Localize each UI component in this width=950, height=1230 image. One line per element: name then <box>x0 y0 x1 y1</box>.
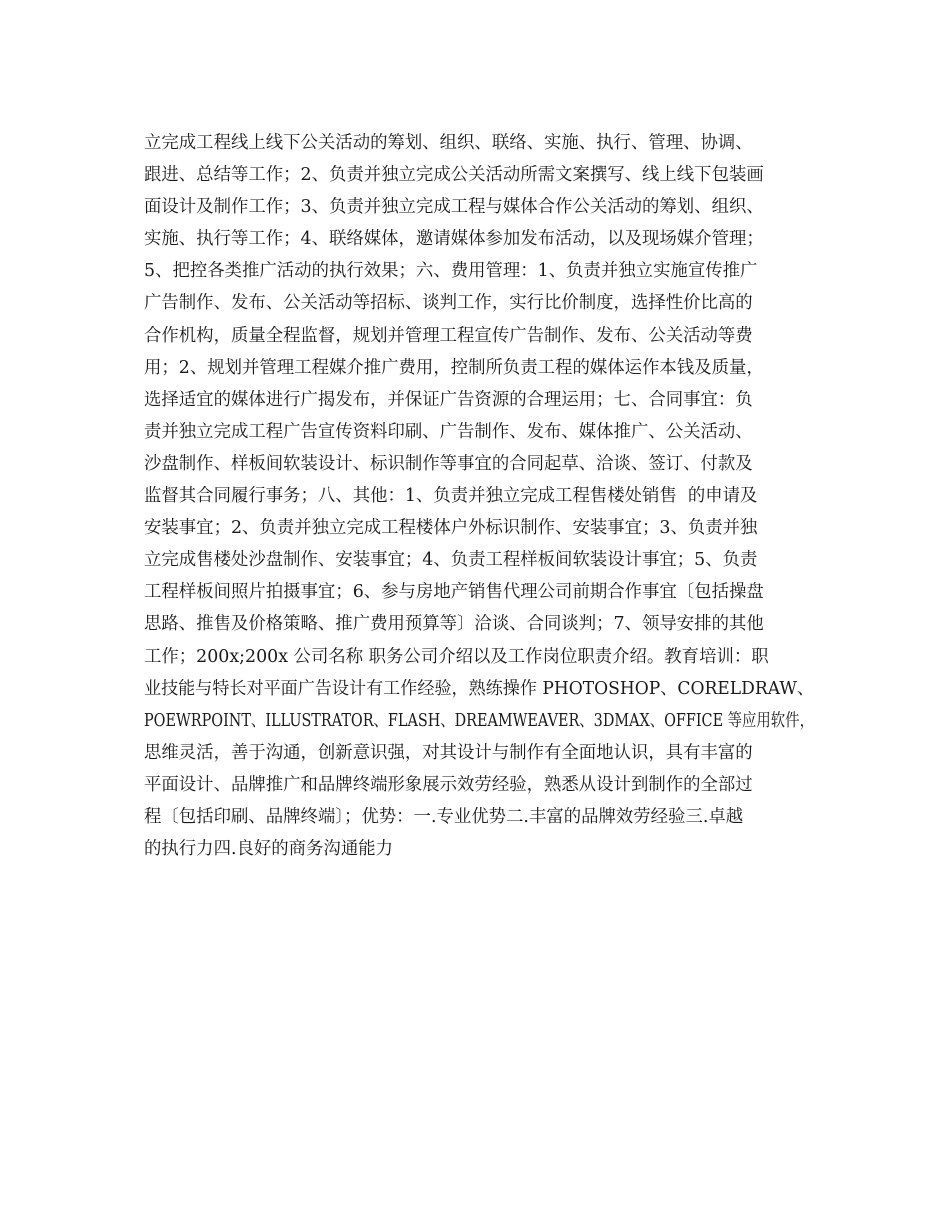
text-line: 平面设计、品牌推广和品牌终端形象展示效劳经验，熟悉从设计到制作的全部过 <box>144 774 753 795</box>
text-line: 广告制作、发布、公关活动等招标、谈判工作，实行比价制度，选择性价比高的 <box>144 293 753 314</box>
text-line: 跟进、总结等工作；2、负责并独立完成公关活动所需文案撰写、线上线下包装画 <box>144 165 764 186</box>
text-line: 用；2、规划并管理工程媒介推广费用，控制所负责工程的媒体运作本钱及质量， <box>144 357 764 378</box>
text-line: 立完成售楼处沙盘制作、安装事宜；4、负责工程样板间软装设计事宜；5、负责 <box>144 550 758 571</box>
text-line: 责并独立完成工程广告宣传资料印刷、广告制作、发布、媒体推广、公关活动、 <box>144 421 753 442</box>
text-line: 立完成工程线上线下公关活动的筹划、组织、联络、实施、执行、管理、协调、 <box>144 133 753 153</box>
text-line: 的执行力四.良好的商务沟通能力 <box>144 839 393 860</box>
text-line: 思路、推售及价格策略、推广费用预算等〕洽谈、合同谈判；7、领导安排的其他 <box>144 614 764 635</box>
text-line: 工程样板间照片拍摄事宜；6、参与房地产销售代理公司前期合作事宜〔包括操盘 <box>144 582 764 603</box>
text-line: 业技能与特长对平面广告设计有工作经验，熟练操作 PHOTOSHOP、CORELDRAW、 <box>144 678 814 699</box>
text-line: 工作；200x;200x 公司名称 职务公司介绍以及工作岗位职责介绍。教育培训：职 <box>144 646 769 667</box>
text-line: 实施、执行等工作；4、联络媒体，邀请媒体参加发布活动，以及现场媒介管理； <box>144 229 764 250</box>
text-line: 安装事宜；2、负责并独立完成工程楼体户外标识制作、安装事宜；3、负责并独 <box>144 518 758 539</box>
text-line: 程〔包括印刷、品牌终端〕；优势：一.专业优势二.丰富的品牌效劳经验三.卓越 <box>144 806 744 827</box>
text-line: 思维灵活，善于沟通，创新意识强，对其设计与制作有全面地认识，具有丰富的 <box>144 742 753 763</box>
text-line: 面设计及制作工作；3、负责并独立完成工程与媒体合作公关活动的筹划、组织、 <box>144 197 764 218</box>
text-line: 沙盘制作、样板间软装设计、标识制作等事宜的合同起草、洽谈、签订、付款及 <box>144 453 753 474</box>
text-line: 合作机构，质量全程监督，规划并管理工程宣传广告制作、发布、公关活动等费 <box>144 325 753 346</box>
text-line: 5、把控各类推广活动的执行效果；六、费用管理：1、负责并独立实施宣传推广 <box>144 261 758 282</box>
text-line: 选择适宜的媒体进行广揭发布，并保证广告资源的合理运用；七、合同事宜：负 <box>144 389 753 410</box>
body-text <box>144 127 814 865</box>
text-line: 监督其合同履行事务；八、其他：1、负责并独立完成工程售楼处销售 的申请及 <box>144 486 758 507</box>
text-line: POEWRPOINT、ILLUSTRATOR、FLASH、DREAMWEAVER、3DMAX、OFFICE 等应用软件， <box>144 710 814 731</box>
